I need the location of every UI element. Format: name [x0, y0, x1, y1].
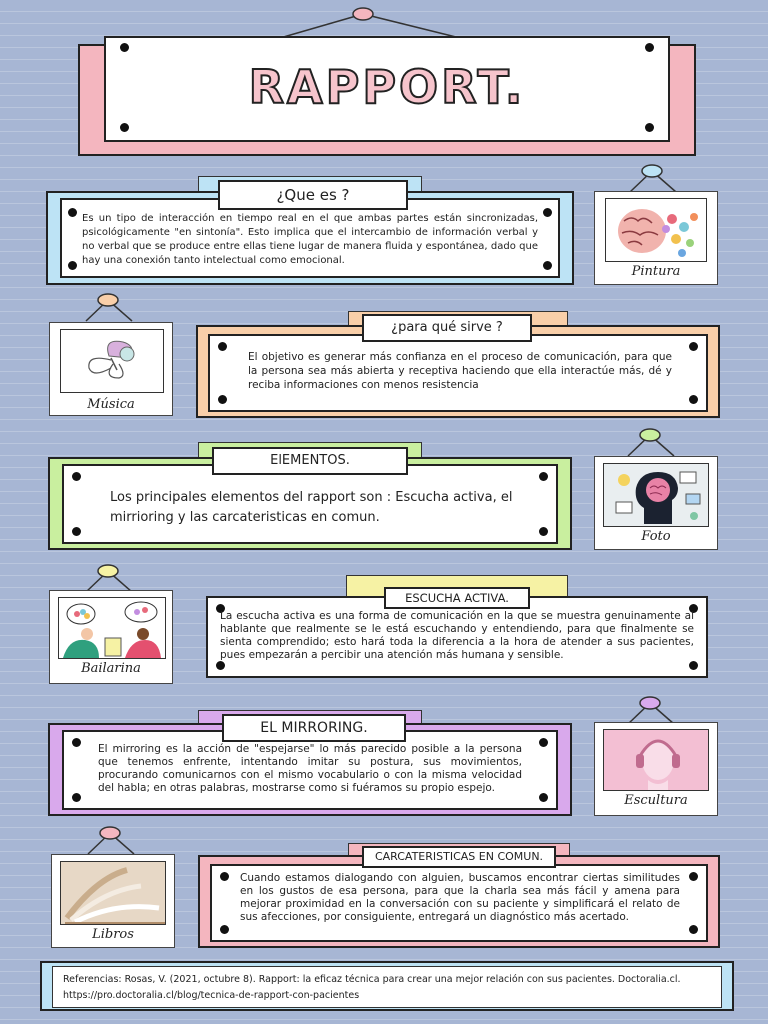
- caption-libros: Libros: [92, 927, 134, 942]
- caption-escultura: Escultura: [624, 793, 688, 808]
- references-card: [52, 966, 722, 1008]
- mirroring-heading: EL MIRRORING.: [222, 714, 406, 742]
- comun-text: Cuando estamos dialogando con alguien, buscamos encontrar ciertas similitudes en los gustos de esa persona, para que la charla sea más fácil y amena para mejorar proximidad en la conversación con su paciente y simplificará el relato de sus afecciones, por consiguiente, entregará un diagnóstico más acertado.: [240, 872, 680, 923]
- title-hanger: [270, 6, 470, 40]
- foto-hanger: [622, 428, 682, 458]
- polaroid-foto: [594, 456, 718, 550]
- escucha-heading: ESCUCHA ACTIVA.: [384, 587, 530, 609]
- butterfly-music-image: [60, 329, 164, 393]
- book-pages-image: [60, 861, 166, 925]
- para-que-heading: ¿para qué sirve ?: [362, 314, 532, 342]
- page-title: RAPPORT.: [248, 60, 526, 114]
- polaroid-bailarina: [49, 590, 173, 684]
- caption-foto: Foto: [641, 529, 671, 544]
- polaroid-libros: [51, 854, 175, 948]
- polaroid-pintura: [594, 191, 718, 285]
- head-icons-photo: [603, 463, 709, 527]
- title-card: [104, 36, 670, 142]
- polaroid-escultura: [594, 722, 718, 816]
- references-link[interactable]: https://pro.doctoralia.cl/blog/tecnica-de-rapport-con-pacientes: [63, 990, 360, 1001]
- musica-hanger: [80, 293, 140, 323]
- polaroid-musica: [49, 322, 173, 416]
- libros-hanger: [82, 826, 142, 856]
- caption-bailarina: Bailarina: [81, 661, 141, 676]
- comun-heading: CARCATERISTICAS EN COMUN.: [362, 846, 556, 868]
- que-es-text: Es un tipo de interacción en tiempo real en el que ambas partes están sincronizadas, psicológicamente "en sintonía". Esto implica que el intercambio de información verbal y no verbal que se produce entre ellas tiene lugar de manera fluida y espontánea, dado que hay una conexión tanto intelectual como emocional.: [82, 213, 538, 266]
- escucha-text: La escucha activa es una forma de comunicación en la que se muestra genuinamente al hablante que realmente se le está escuchando y entendiendo, para que finalmente se sienta comprendido; esto hará toda la diferencia a la hora de atender a sus pacientes, pues empezarán a percibir una atención más humana y sensible.: [220, 610, 694, 661]
- mirroring-text: El mirroring es la acción de "espejarse" lo más parecido posible a la persona que tenemos enfrente, intentando imitar su postura, sus movimientos, procurando comunicarnos con el mismo vocabulario o con la misma velocidad del habla; en otras palabras, mostrarse como si fuéramos su propio espejo.: [98, 743, 522, 794]
- caption-musica: Música: [87, 397, 135, 412]
- brain-painting-image: [605, 198, 707, 262]
- references-line-1: Referencias: Rosas, V. (2021, octubre 8). Rapport: la eficaz técnica para crear una mejor relación con sus pacientes. Doctoralia.cl.: [63, 974, 681, 985]
- elementos-heading: ElEMENTOS.: [212, 447, 408, 475]
- para-que-text: El objetivo es generar más confianza en el proceso de comunicación, para que la persona sea más abierta y receptiva haciendo que ella interactúe más, dé y reciba informaciones con menos resistencia: [248, 351, 672, 391]
- conversation-image: [58, 597, 166, 659]
- elementos-text: Los principales elementos del rapport son : Escucha activa, el mirrioring y las carcateristicas en comun.: [110, 490, 513, 525]
- caption-pintura: Pintura: [631, 264, 681, 279]
- sculpture-headphones-image: [603, 729, 709, 791]
- que-es-heading: ¿Que es ?: [218, 180, 408, 210]
- pintura-hanger: [624, 164, 684, 194]
